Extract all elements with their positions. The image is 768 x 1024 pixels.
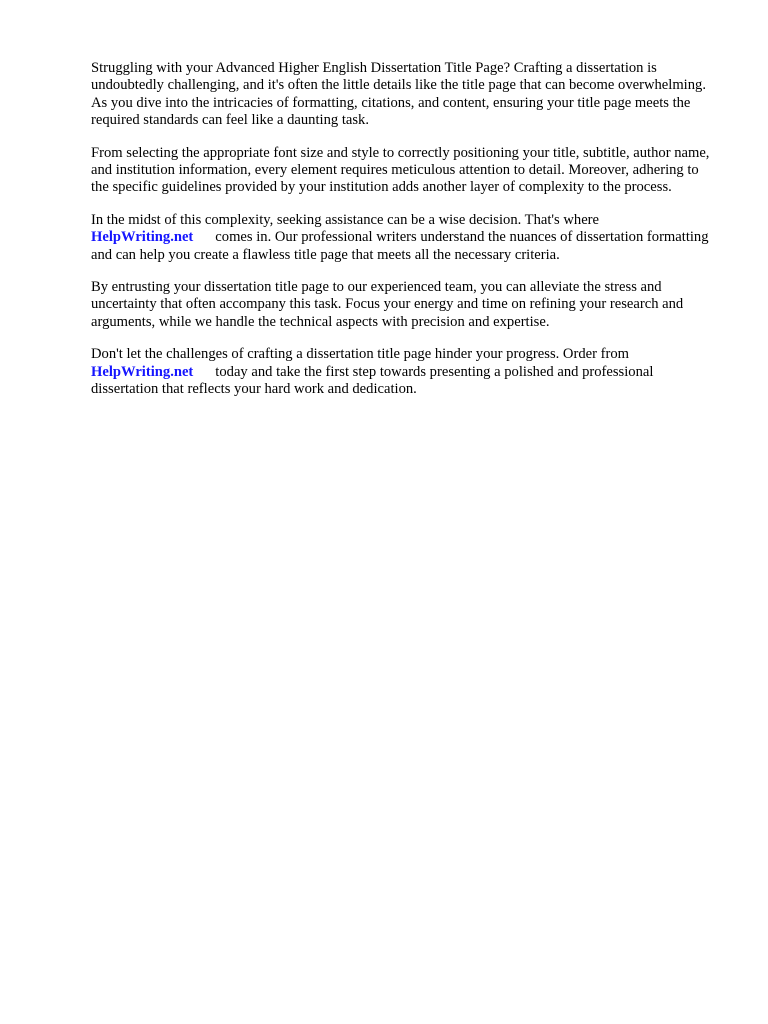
paragraph-order [91,346,717,398]
helpwriting-link-2[interactable]: HelpWriting.net [91,363,194,380]
helpwriting-link-1[interactable]: HelpWriting.net [91,229,194,246]
paragraph-order-tail: today and take the first step towards presenting a polished and professional dissertation that reflects your hard work and dedication. [91,363,654,398]
paragraph-assistance-lead: In the midst of this complexity, seeking assistance can be a wise decision. That's where [91,211,600,228]
paragraph-intro: Struggling with your Advanced Higher English Dissertation Title Page? Crafting a dissertation is undoubtedly challenging, and it's often the little details like the title page that can become overwhelming. As you dive into the intricacies of formatting, citations, and content, ensuring your title page meets the required standards can feel like a daunting task. [91,60,706,129]
paragraph-order-lead: Don't let the challenges of crafting a dissertation title page hinder your progress. Order from [91,346,629,363]
paragraph-formatting: From selecting the appropriate font size and style to correctly positioning your title, subtitle, author name, and institution information, every element requires meticulous attention to detail. Moreover, adhering to the specific guidelines provided by your institution adds another layer of complexity to the process. [91,144,710,196]
paragraph-entrusting: By entrusting your dissertation title page to our experienced team, you can alleviate the stress and uncertainty that often accompany this task. Focus your energy and time on refining your research and arguments, while we handle the technical aspects with precision and expertise. [91,279,684,330]
paragraph-assistance [91,212,717,264]
paragraph-assistance-tail: comes in. Our professional writers understand the nuances of dissertation formatting and can help you create a flawless title page that meets all the necessary criteria. [91,229,709,263]
document-page [91,60,717,414]
